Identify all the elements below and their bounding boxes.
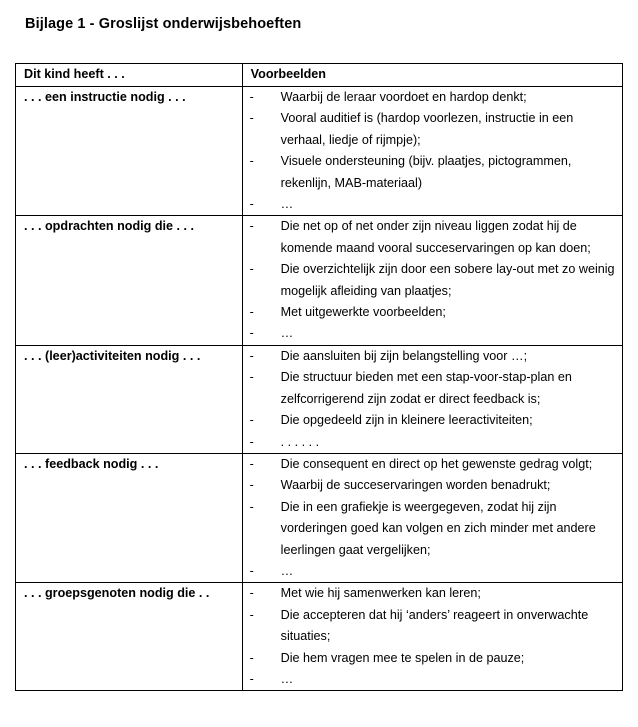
example-item	[243, 302, 622, 323]
bullet-dash: -	[249, 413, 254, 428]
bullet-dash: -	[249, 154, 254, 169]
table-row	[16, 583, 623, 691]
example-item	[243, 194, 622, 215]
examples-list	[243, 583, 622, 690]
example-text: Die net op of net onder zijn niveau liggen zodat hij de komende maand vooral succeservaringen op kan doen;	[280, 219, 591, 255]
example-text: …	[280, 563, 294, 578]
example-item	[243, 216, 622, 259]
examples-cell	[242, 453, 622, 582]
example-item	[243, 410, 622, 431]
example-item	[243, 323, 622, 344]
examples-list	[243, 87, 622, 215]
need-cell: . . . feedback nodig . . .	[16, 453, 243, 582]
bullet-dash: -	[249, 456, 254, 471]
example-text: Waarbij de leraar voordoet en hardop denkt;	[280, 90, 527, 104]
example-text: Vooral auditief is (hardop voorlezen, instructie in een verhaal, liedje of rijmpje);	[280, 111, 574, 147]
example-text: Met uitgewerkte voorbeelden;	[280, 305, 446, 320]
example-text: …	[280, 671, 294, 686]
example-item	[243, 367, 622, 410]
bullet-dash: -	[249, 197, 254, 212]
example-text: Met wie hij samenwerken kan leren;	[280, 586, 481, 601]
column-header-child-has: Dit kind heeft . . .	[16, 64, 243, 87]
example-text: Die hem vragen mee te spelen in de pauze;	[280, 650, 525, 665]
bullet-dash: -	[249, 90, 254, 104]
bullet-dash: -	[249, 650, 254, 665]
example-text: Die consequent en direct op het gewenste gedrag volgt;	[280, 456, 593, 471]
column-header-examples: Voorbeelden	[242, 64, 622, 87]
example-text: Die in een grafiekje is weergegeven, zodat hij zijn vorderingen goed kan volgen en zich minder met andere leerlingen gaat vergelijken;	[280, 499, 596, 557]
example-text: …	[280, 197, 294, 212]
example-text: Die overzichtelijk zijn door een sobere lay-out met zo weinig mogelijk afleiding van plaatjes;	[280, 262, 615, 298]
bullet-dash: -	[249, 499, 254, 514]
examples-cell	[242, 216, 622, 345]
bullet-dash: -	[249, 434, 254, 449]
bullet-dash: -	[249, 586, 254, 601]
bullet-dash: -	[249, 326, 254, 341]
bullet-dash: -	[249, 348, 254, 363]
bullet-dash: -	[249, 671, 254, 686]
example-item	[243, 583, 622, 604]
bullet-dash: -	[249, 478, 254, 493]
example-text: Die opgedeeld zijn in kleinere leeractiviteiten;	[280, 413, 533, 428]
example-text: …	[280, 326, 294, 341]
table-row	[16, 345, 623, 453]
example-item	[243, 151, 622, 194]
bullet-dash: -	[249, 563, 254, 578]
example-item	[243, 454, 622, 475]
bullet-dash: -	[249, 370, 254, 385]
bullet-dash: -	[249, 262, 254, 277]
bullet-dash: -	[249, 111, 254, 126]
example-item	[243, 648, 622, 669]
example-item	[243, 346, 622, 367]
table-row	[16, 453, 623, 582]
example-item	[243, 259, 622, 302]
example-text: Die structuur bieden met een stap-voor-stap-plan en zelfcorrigerend zijn zodat er direct feedback is;	[280, 370, 572, 406]
example-text: Visuele ondersteuning (bijv. plaatjes, pictogrammen, rekenlijn, MAB-materiaal)	[280, 154, 572, 190]
examples-list	[243, 216, 622, 344]
need-cell: . . . opdrachten nodig die . . .	[16, 216, 243, 345]
example-item	[243, 605, 622, 648]
needs-table	[15, 63, 623, 691]
example-item	[243, 87, 622, 108]
page-title: Bijlage 1 - Groslijst onderwijsbehoeften	[25, 16, 302, 32]
need-cell: . . . groepsgenoten nodig die . .	[16, 583, 243, 691]
example-item	[243, 669, 622, 690]
example-item	[243, 108, 622, 151]
examples-cell	[242, 583, 622, 691]
need-cell: . . . een instructie nodig . . .	[16, 87, 243, 216]
example-text: Die aansluiten bij zijn belangstelling voor …;	[280, 348, 528, 363]
examples-cell	[242, 87, 622, 216]
example-text: Die accepteren dat hij ‘anders’ reageert in onverwachte situaties;	[280, 607, 589, 644]
example-text: . . . . . .	[280, 434, 320, 449]
bullet-dash: -	[249, 219, 254, 234]
table-header-row	[16, 64, 623, 87]
examples-list	[243, 454, 622, 582]
bullet-dash: -	[249, 607, 254, 622]
example-item	[243, 561, 622, 582]
table-row	[16, 216, 623, 345]
bullet-dash: -	[249, 305, 254, 320]
example-item	[243, 475, 622, 496]
example-text: Waarbij de succeservaringen worden benadrukt;	[280, 478, 551, 493]
example-item	[243, 497, 622, 561]
table-row	[16, 87, 623, 216]
examples-list	[243, 346, 622, 453]
examples-cell	[242, 345, 622, 453]
example-item	[243, 432, 622, 453]
need-cell: . . . (leer)activiteiten nodig . . .	[16, 345, 243, 453]
